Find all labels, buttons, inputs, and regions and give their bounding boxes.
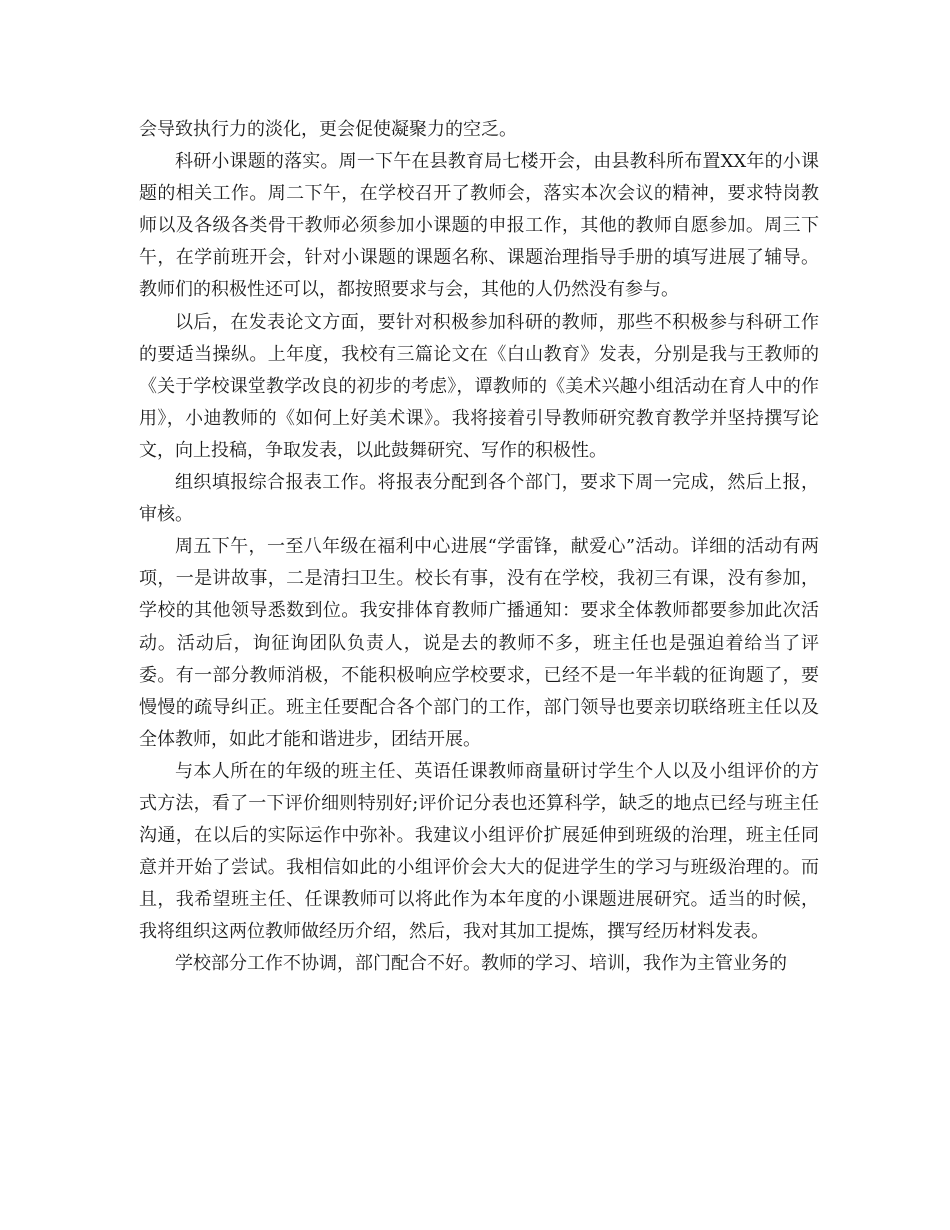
paragraph-2: 科研小课题的落实。周一下午在县教育局七楼开会，由县教科所布置XX年的小课题的相关工作。周二下午，在学校召开了教师会，落实本次会议的精神，要求特岗教师以及各级各类骨干教师必须参加小课题的申报工作，其他的教师自愿参加。周三下午，在学前班开会，针对小课题的课题名称、课题治理指导手册的填写进展了辅导。教师们的积极性还可以，都按照要求与会，其他的人仍然没有参与。 — [139, 151, 819, 301]
paragraph-4: 组织填报综合报表工作。将报表分配到各个部门，要求下周一完成，然后上报，审核。 — [139, 472, 819, 526]
paragraph-5: 周五下午，一至八年级在福利中心进展“学雷锋，献爱心”活动。详细的活动有两项，一是讲故事，二是清扫卫生。校长有事，没有在学校，我初三有课，没有参加，学校的其他领导悉数到位。我安排体育教师广播通知：要求全体教师都要参加此次活动。活动后，询征询团队负责人，说是去的教师不多，班主任也是强迫着给当了评委。有一部分教师消极，不能积极响应学校要求，已经不是一年半载的征询题了，要慢慢的疏导纠正。班主任要配合各个部门的工作，部门领导也要亲切联络班主任以及全体教师，如此才能和谐进步，团结开展。 — [139, 536, 819, 750]
paragraph-1: 会导致执行力的淡化，更会促使凝聚力的空乏。 — [139, 119, 517, 140]
paragraph-3: 以后，在发表论文方面，要针对积极参加科研的教师，那些不积极参与科研工作的要适当操纵。上年度，我校有三篇论文在《白山教育》发表，分别是我与王教师的《关于学校课堂教学改良的初步的考虑》，谭教师的《美术兴趣小组活动在育人中的作用》，小迪教师的《如何上好美术课》。我将接着引导教师研究教育教学并坚持撰写论文，向上投稿，争取发表，以此鼓舞研究、写作的积极性。 — [139, 311, 819, 461]
document-body — [139, 114, 819, 981]
paragraph-7: 学校部分工作不协调，部门配合不好。教师的学习、培训，我作为主管业务的 — [175, 953, 787, 975]
paragraph-6: 与本人所在的年级的班主任、英语任课教师商量研讨学生个人以及小组评价的方式方法，看了一下评价细则特别好;评价记分表也还算科学，缺乏的地点已经与班主任沟通，在以后的实际运作中弥补。我建议小组评价扩展延伸到班级的治理，班主任同意并开始了尝试。我相信如此的小组评价会大大的促进学生的学习与班级治理的。而且，我希望班主任、任课教师可以将此作为本年度的小课题进展研究。适当的时候，我将组织这两位教师做经历介绍，然后，我对其加工提炼，撰写经历材料发表。 — [139, 760, 819, 943]
